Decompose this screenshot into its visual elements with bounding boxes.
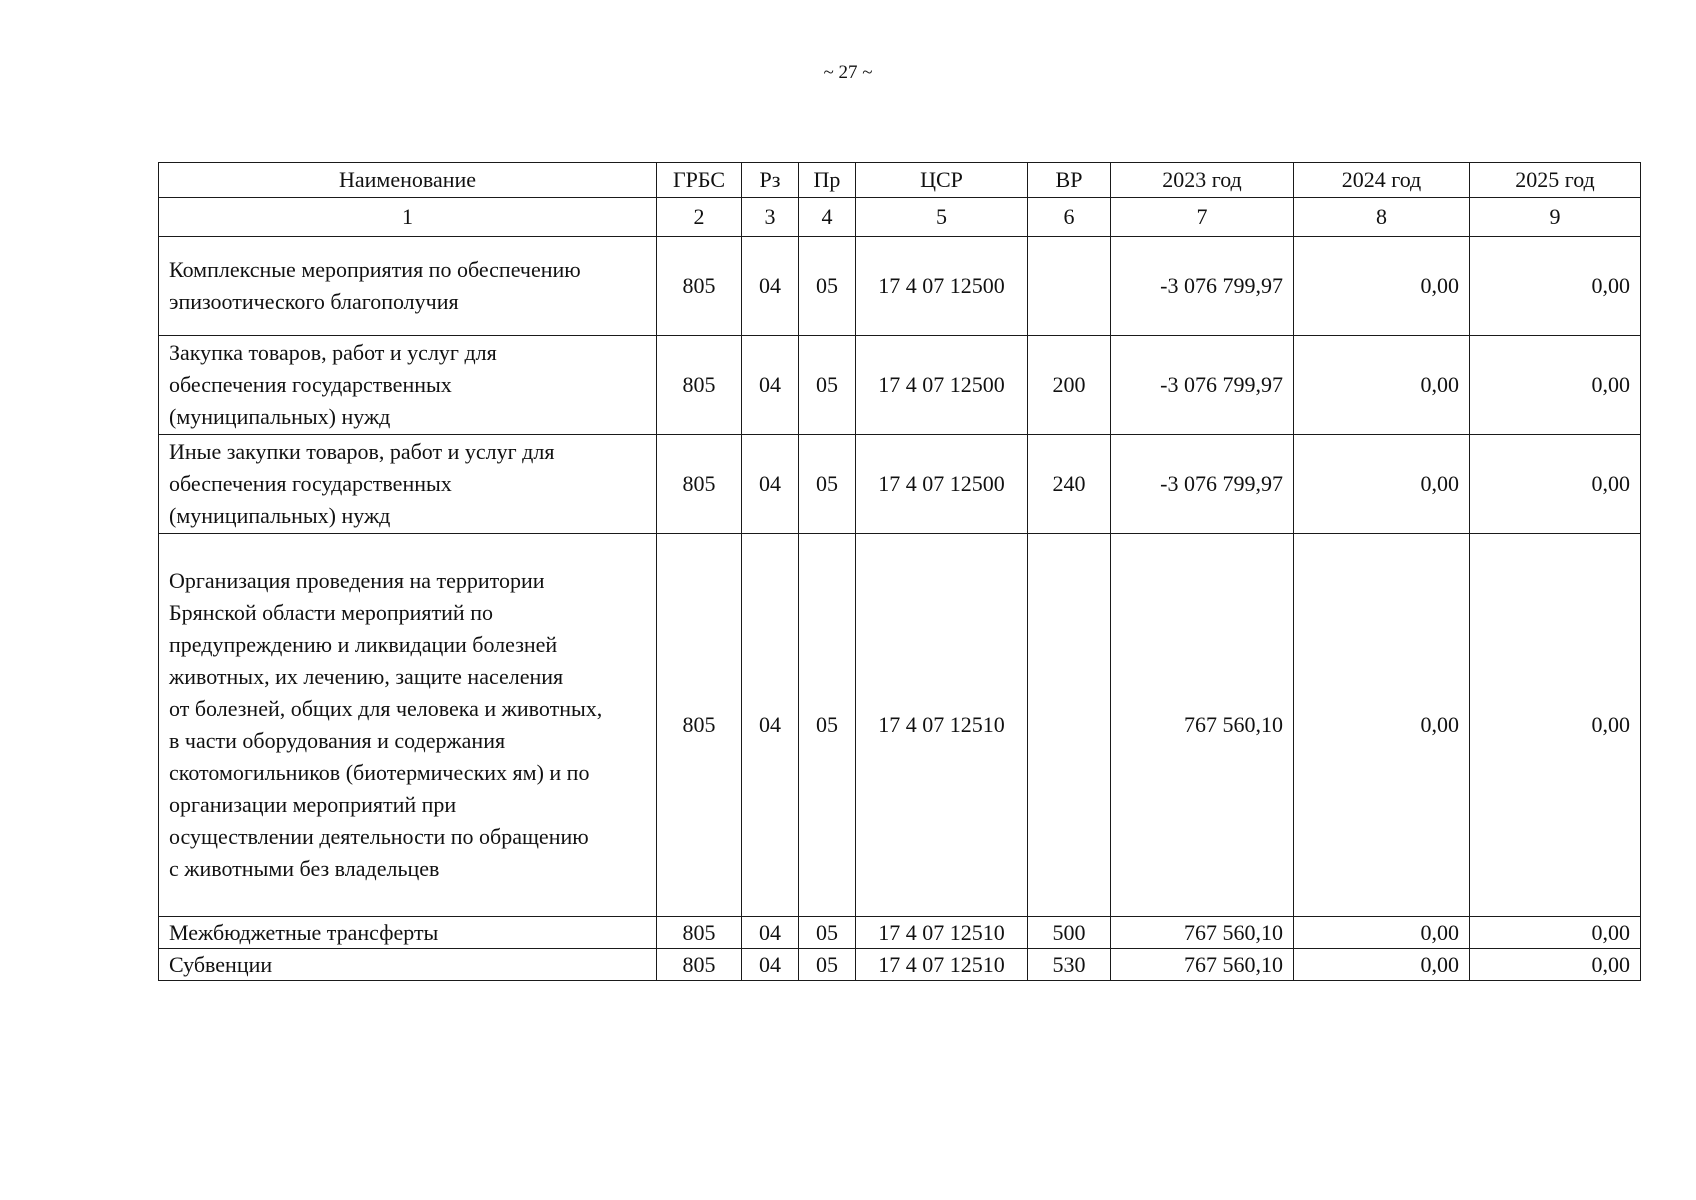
row-name-line: (муниципальных) нужд	[169, 503, 391, 528]
row-name-line: с животными без владельцев	[169, 856, 440, 881]
grbs-cell: 805	[657, 435, 742, 534]
csr-cell: 17 4 07 12510	[856, 534, 1028, 917]
amount-2024-cell: 0,00	[1294, 917, 1470, 949]
row-name-line: (муниципальных) нужд	[169, 404, 391, 429]
row-name-line: животных, их лечению, защите населения	[169, 664, 564, 689]
column-number-row	[159, 198, 1641, 237]
column-number: 2	[657, 198, 742, 237]
pr-cell: 05	[799, 336, 856, 435]
rz-cell: 04	[742, 917, 799, 949]
column-number: 5	[856, 198, 1028, 237]
row-name-line: Иные закупки товаров, работ и услуг для	[169, 439, 555, 464]
column-number: 4	[799, 198, 856, 237]
row-name-line: Субвенции	[169, 951, 273, 977]
row-name-line: Межбюджетные трансферты	[169, 919, 439, 945]
column-number: 9	[1470, 198, 1641, 237]
pr-cell: 05	[799, 949, 856, 981]
pr-cell: 05	[799, 435, 856, 534]
grbs-cell: 805	[657, 336, 742, 435]
pr-cell: 05	[799, 917, 856, 949]
header-vr: ВР	[1028, 163, 1111, 198]
pr-cell: 05	[799, 534, 856, 917]
row-name-line: предупреждению и ликвидации болезней	[169, 632, 558, 657]
amount-2025-cell: 0,00	[1470, 534, 1641, 917]
grbs-cell: 805	[657, 534, 742, 917]
vr-cell: 200	[1028, 336, 1111, 435]
vr-cell: 240	[1028, 435, 1111, 534]
header-row	[159, 163, 1641, 198]
rz-cell: 04	[742, 534, 799, 917]
pr-cell: 05	[799, 237, 856, 336]
amount-2025-cell: 0,00	[1470, 917, 1641, 949]
row-name-cell	[159, 435, 657, 534]
header-2023: 2023 год	[1111, 163, 1294, 198]
row-name-line: организации мероприятий при	[169, 792, 457, 817]
rz-cell: 04	[742, 336, 799, 435]
amount-2025-cell: 0,00	[1470, 949, 1641, 981]
row-name-line: обеспечения государственных	[169, 471, 452, 496]
grbs-cell: 805	[657, 237, 742, 336]
row-name-cell	[159, 917, 657, 949]
column-number: 8	[1294, 198, 1470, 237]
header-2024: 2024 год	[1294, 163, 1470, 198]
header-pr: Пр	[799, 163, 856, 198]
header-grbs: ГРБС	[657, 163, 742, 198]
table-row	[159, 534, 1641, 917]
amount-2024-cell: 0,00	[1294, 435, 1470, 534]
row-name-line: обеспечения государственных	[169, 372, 452, 397]
amount-2023-cell: -3 076 799,97	[1111, 336, 1294, 435]
row-name-line: Организация проведения на территории	[169, 568, 545, 593]
row-name-line: скотомогильников (биотермических ям) и по	[169, 760, 590, 785]
csr-cell: 17 4 07 12510	[856, 917, 1028, 949]
row-name-line: осуществлении деятельности по обращению	[169, 824, 589, 849]
header-2025: 2025 год	[1470, 163, 1641, 198]
rz-cell: 04	[742, 949, 799, 981]
row-name-line: в части оборудования и содержания	[169, 728, 506, 753]
row-name-line: Брянской области мероприятий по	[169, 600, 493, 625]
column-number: 7	[1111, 198, 1294, 237]
row-name-line: эпизоотического благополучия	[169, 289, 459, 314]
amount-2023-cell: -3 076 799,97	[1111, 237, 1294, 336]
rz-cell: 04	[742, 435, 799, 534]
amount-2025-cell: 0,00	[1470, 237, 1641, 336]
csr-cell: 17 4 07 12500	[856, 435, 1028, 534]
vr-cell	[1028, 237, 1111, 336]
table-row	[159, 949, 1641, 981]
table-row	[159, 336, 1641, 435]
row-name-cell	[159, 336, 657, 435]
amount-2024-cell: 0,00	[1294, 949, 1470, 981]
amount-2025-cell: 0,00	[1470, 336, 1641, 435]
vr-cell: 530	[1028, 949, 1111, 981]
header-name: Наименование	[159, 163, 657, 198]
amount-2024-cell: 0,00	[1294, 534, 1470, 917]
column-number: 6	[1028, 198, 1111, 237]
column-number: 1	[159, 198, 657, 237]
row-name-line: Комплексные мероприятия по обеспечению	[169, 257, 581, 282]
table-row	[159, 237, 1641, 336]
column-number: 3	[742, 198, 799, 237]
table-row	[159, 917, 1641, 949]
rz-cell: 04	[742, 237, 799, 336]
header-rz: Рз	[742, 163, 799, 198]
amount-2023-cell: 767 560,10	[1111, 917, 1294, 949]
grbs-cell: 805	[657, 949, 742, 981]
csr-cell: 17 4 07 12510	[856, 949, 1028, 981]
row-name-cell	[159, 949, 657, 981]
amount-2024-cell: 0,00	[1294, 336, 1470, 435]
amount-2023-cell: 767 560,10	[1111, 949, 1294, 981]
amount-2023-cell: 767 560,10	[1111, 534, 1294, 917]
page-number: ~ 27 ~	[823, 62, 873, 83]
grbs-cell: 805	[657, 917, 742, 949]
csr-cell: 17 4 07 12500	[856, 237, 1028, 336]
amount-2023-cell: -3 076 799,97	[1111, 435, 1294, 534]
amount-2025-cell: 0,00	[1470, 435, 1641, 534]
row-name-cell	[159, 534, 657, 917]
amount-2024-cell: 0,00	[1294, 237, 1470, 336]
vr-cell: 500	[1028, 917, 1111, 949]
header-csr: ЦСР	[856, 163, 1028, 198]
row-name-line: Закупка товаров, работ и услуг для	[169, 340, 497, 365]
vr-cell	[1028, 534, 1111, 917]
budget-table	[158, 162, 1641, 981]
csr-cell: 17 4 07 12500	[856, 336, 1028, 435]
row-name-line: от болезней, общих для человека и животных,	[169, 696, 603, 721]
table-row	[159, 435, 1641, 534]
row-name-cell	[159, 237, 657, 336]
